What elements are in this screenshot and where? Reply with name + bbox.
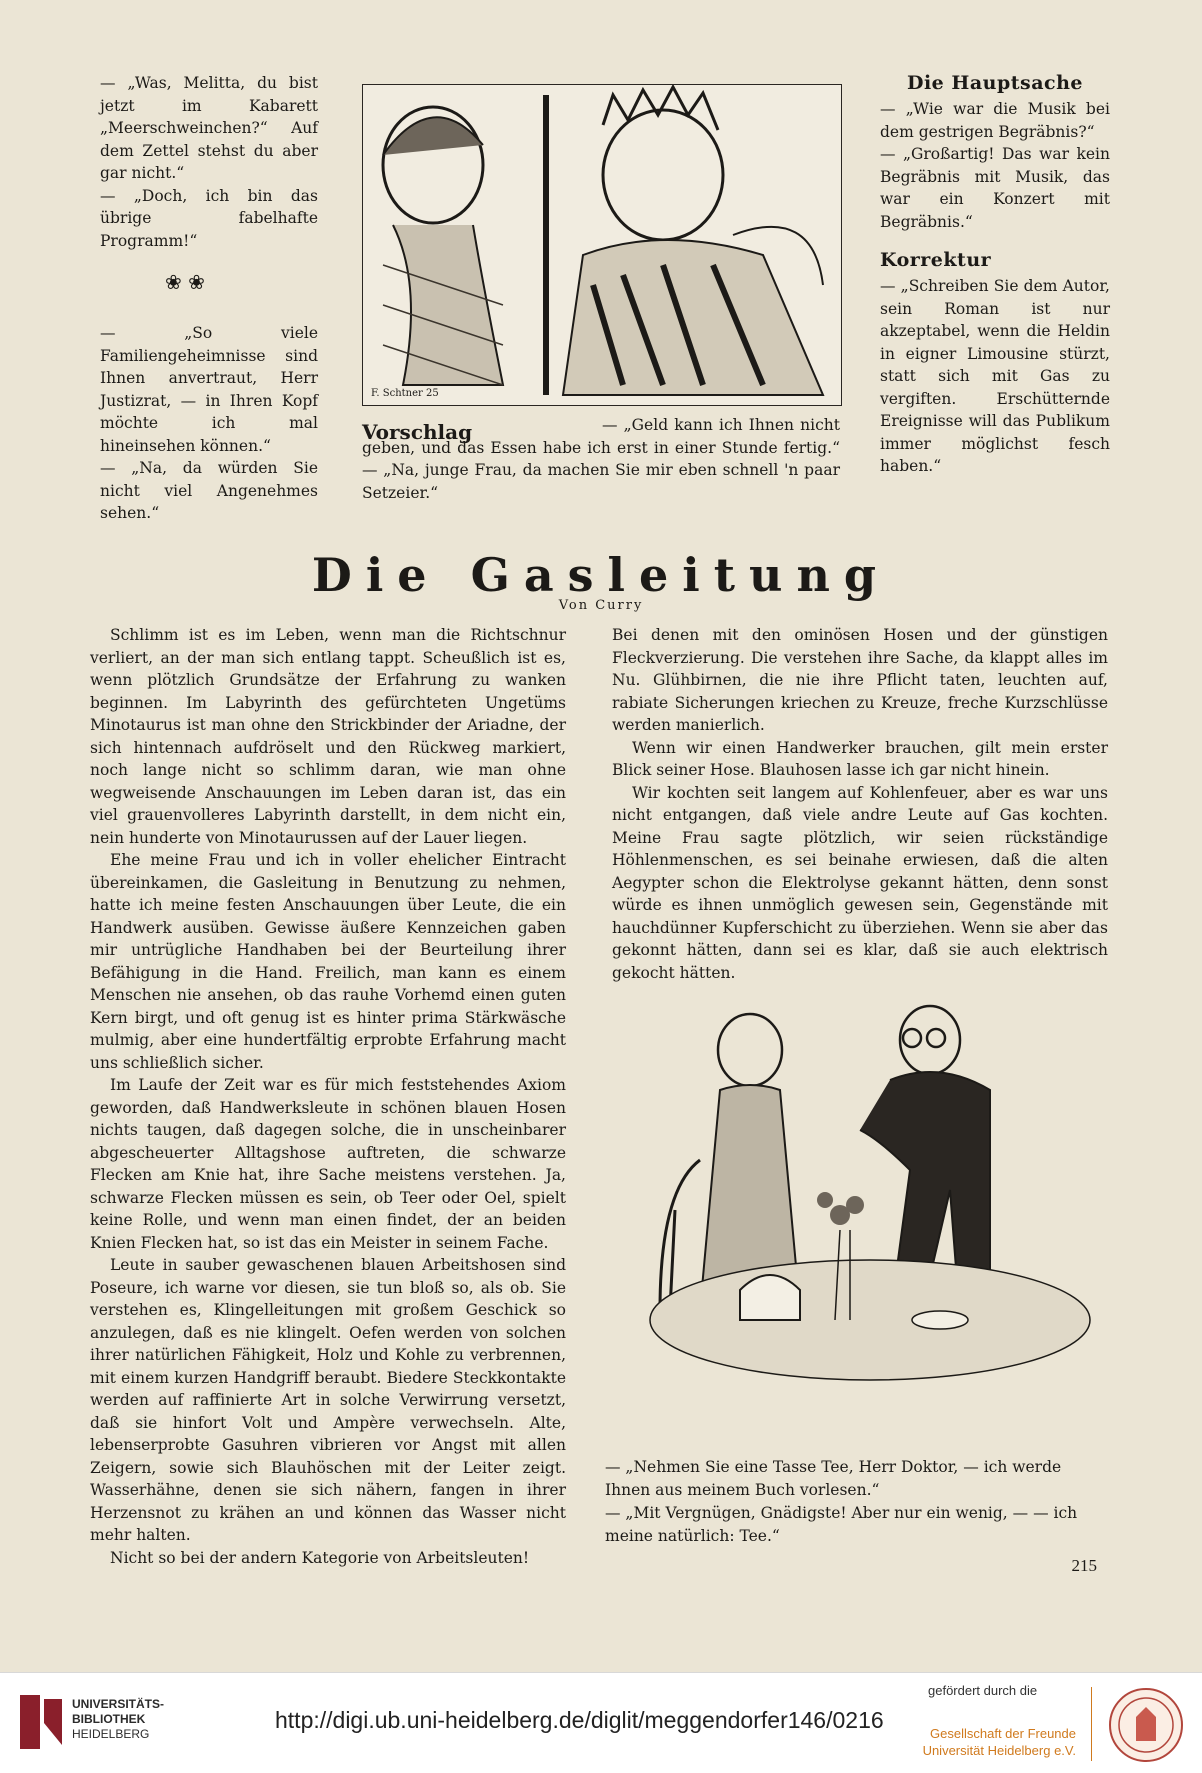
article-byline: Von Curry	[558, 598, 644, 613]
right-jokes	[880, 72, 1110, 478]
caption-line: — „Nehmen Sie eine Tasse Tee, Herr Doktor, — ich werde Ihnen aus meinem Buch vorlesen.“	[605, 1458, 1062, 1499]
vorschlag-title: Vorschlag	[362, 420, 473, 444]
joke-line: — „Wie war die Musik bei dem gestrigen Begräbnis?“	[880, 100, 1110, 141]
paragraph: Wenn wir einen Handwerker brauchen, gilt mein erster Blick seiner Hose. Blauhosen lasse ich gar nicht hinein.	[612, 738, 1108, 779]
flower-ornament: ❀ ❀	[165, 270, 205, 294]
digitization-footer	[0, 1672, 1202, 1773]
tea-cartoon-drawing	[640, 990, 1100, 1440]
article-right-column	[612, 624, 1108, 984]
paragraph: Bei denen mit den ominösen Hosen und der günstigen Fleckverzierung. Die verstehen ihre Sache, da klappt alles im Nu. Glühbirnen, die nie ihre Pflicht taten, leuchten auf, rabiate Sicherungen kriechen zu Kreuze, freche Kurzschlüsse werden manierlich.	[612, 626, 1108, 734]
left-joke-2	[100, 322, 318, 525]
joke-line: — „Was, Melitta, du bist jetzt im Kabarett „Meerschweinchen?“ Auf dem Zettel stehst du aber gar nicht.“	[100, 74, 318, 182]
left-joke-1	[100, 72, 318, 252]
article-left-column	[90, 624, 566, 1569]
library-logo-icon	[18, 1693, 64, 1751]
paragraph: Wir kochten seit langem auf Kohlenfeuer, aber es war uns nicht entgangen, daß viele andre Leute auf Gas kochten. Meine Frau sagte plötzlich, wir seien rückständige Höhlenmenschen, es sei beinahe erwiesen, daß die alten Aegypter schon die Elektrolyse gekannt hätten, denn sonst würde es ihnen unmöglich gewesen sein, Gegenstände mit hauchdünner Kupferschicht zu überziehen. Wenn sie aber das gekonnt hätten, dann sei es klar, daß sie auch elektrisch gekocht hätten.	[612, 783, 1108, 982]
library-name-line: UNIVERSITÄTS-	[72, 1697, 165, 1711]
library-name-line: BIBLIOTHEK	[72, 1712, 146, 1726]
joke-line: — „So viele Familiengeheimnisse sind Ihnen anvertraut, Herr Justizrat, — in Ihren Kopf möchte ich mal hineinsehen können.“	[100, 324, 318, 455]
tea-caption	[605, 1456, 1105, 1548]
artist-signature: F. Schtner 25	[371, 388, 439, 399]
joke-line: — „Schreiben Sie dem Autor, sein Roman ist nur akzeptabel, wenn die Heldin in eigner Limousine stürzt, statt sich mit Gas zu vergiften. Erschütternde Ereignisse will das Publikum immer möglichst fesch haben.“	[880, 277, 1110, 475]
caption-line: — „Mit Vergnügen, Gnädigste! Aber nur ein wenig, — — ich meine natürlich: Tee.“	[605, 1504, 1078, 1545]
vorschlag-text: — „Geld kann ich Ihnen nicht geben, und das Essen habe ich erst in einer Stunde fertig.“ — „Na, junge Frau, da machen Sie mir eben schnell 'n paar Setzeier.“	[362, 416, 840, 502]
library-name	[72, 1697, 164, 1742]
divider	[1091, 1687, 1092, 1761]
cartoon-illustration-woman-and-man	[362, 84, 842, 406]
korrektur-heading: Korrektur	[880, 249, 992, 271]
article-title: Die Gasleitung	[311, 548, 891, 602]
paragraph: Nicht so bei der andern Kategorie von Arbeitsleuten!	[110, 1548, 530, 1567]
cartoon-drawing	[363, 85, 841, 405]
university-seal-icon	[1108, 1687, 1184, 1763]
society-name	[906, 1725, 1076, 1759]
joke-line: — „Doch, ich bin das übrige fabelhafte Programm!“	[100, 186, 318, 250]
paragraph: Im Laufe der Zeit war es für mich feststehendes Axiom geworden, daß Handwerksleute in schönen blauen Hosen nichts taugen, daß dagegen solche, die in unscheinbarer abgescheuerter Alltagshose auftreten, die schwarze Flecken am Knie hat, ihre Sache meistens verstehen. Ja, schwarze Flecken müssen es sein, ob Teer oder Oel, spielt keine Rolle, und wenn man einen findet, der an beiden Knien Flecken hat, so ist das ein Meister in seinem Fache.	[90, 1076, 566, 1252]
joke-line: — „Na, da würden Sie nicht viel Angenehmes sehen.“	[100, 459, 318, 522]
hauptsache-heading: Die Hauptsache	[906, 72, 1083, 94]
page-number: 215	[1071, 1556, 1097, 1575]
paragraph: Schlimm ist es im Leben, wenn man die Richtschnur verliert, an der man sich entlang tappt. Scheußlich ist es, wenn plötzlich Grundsätze der Erfahrung zu wanken beginnen. Im Labyrinth des gefürchteten Ungetüms Minotaurus ist man ohne den Strickbinder der Ariadne, der sich hintennach aufdröselt und den Rückweg markiert, noch lange nicht so schlimm daran, wie man ohne wegweisende Anschauungen im Leben daran ist, das ein viel grauenvolleres Labyrinth darstellt, in dem nicht ein, nein hunderte von Minotaurussen auf der Lauer liegen.	[90, 626, 566, 847]
joke-line: — „Großartig! Das war kein Begräbnis mit Musik, das war ein Konzert mit Begräbnis.“	[880, 145, 1110, 231]
library-name-line: HEIDELBERG	[72, 1727, 150, 1741]
paragraph: Leute in sauber gewaschenen blauen Arbeitshosen sind Poseure, ich warne vor diesen, sie tun bloß so, als ob. Sie verstehen es, Klingelleitungen mit großem Geschick so anzulegen, daß es nie klingelt. Oefen werden von solchen ihrer natürlichen Fähigkeit, Holz und Kohle zu verbrennen, mit einem kurzen Handgriff beraubt. Biedere Steckkontakte werden auf raffinierte Art in solche Verwirrung versetzt, daß sie hinfort Volt und Ampère verwechseln. Alte, lebenserprobte Gasuhren vibrieren vor Angst mit allen Zeigern, sowie sich Blauhöschen mit der Leiter zeigt. Wasserhähne, denen sie sich nähern, fangen in ihrer Herzensnot zu krähen an und können das Wasser nicht mehr halten.	[90, 1256, 566, 1544]
paragraph: Ehe meine Frau und ich in voller ehelicher Eintracht übereinkamen, die Gasleitung in Benutzung zu nehmen, hatte ich meine festen Anschauungen über Leute, die ein Handwerk ausüben. Gewisse äußere Kennzeichen gaben mir untrügliche Handhaben bei der Beurteilung ihrer Befähigung in die Hand. Freilich, man kann es einem Menschen nie ansehen, ob das rauhe Vorhemd einen guten Kern birgt, und oft genug ist es hinter prima Stärkwäsche mulmig, aber eine hundertfältig erprobte Erfahrung macht uns schließlich sicher.	[90, 851, 566, 1072]
society-name-line: Universität Heidelberg e.V.	[922, 1743, 1076, 1758]
source-url-link[interactable]: http://digi.ub.uni-heidelberg.de/diglit/meggendorfer146/0216	[275, 1707, 884, 1733]
society-name-line: Gesellschaft der Freunde	[930, 1726, 1076, 1741]
supported-by-label: gefördert durch die	[928, 1683, 1038, 1698]
tea-party-illustration	[640, 990, 1100, 1440]
